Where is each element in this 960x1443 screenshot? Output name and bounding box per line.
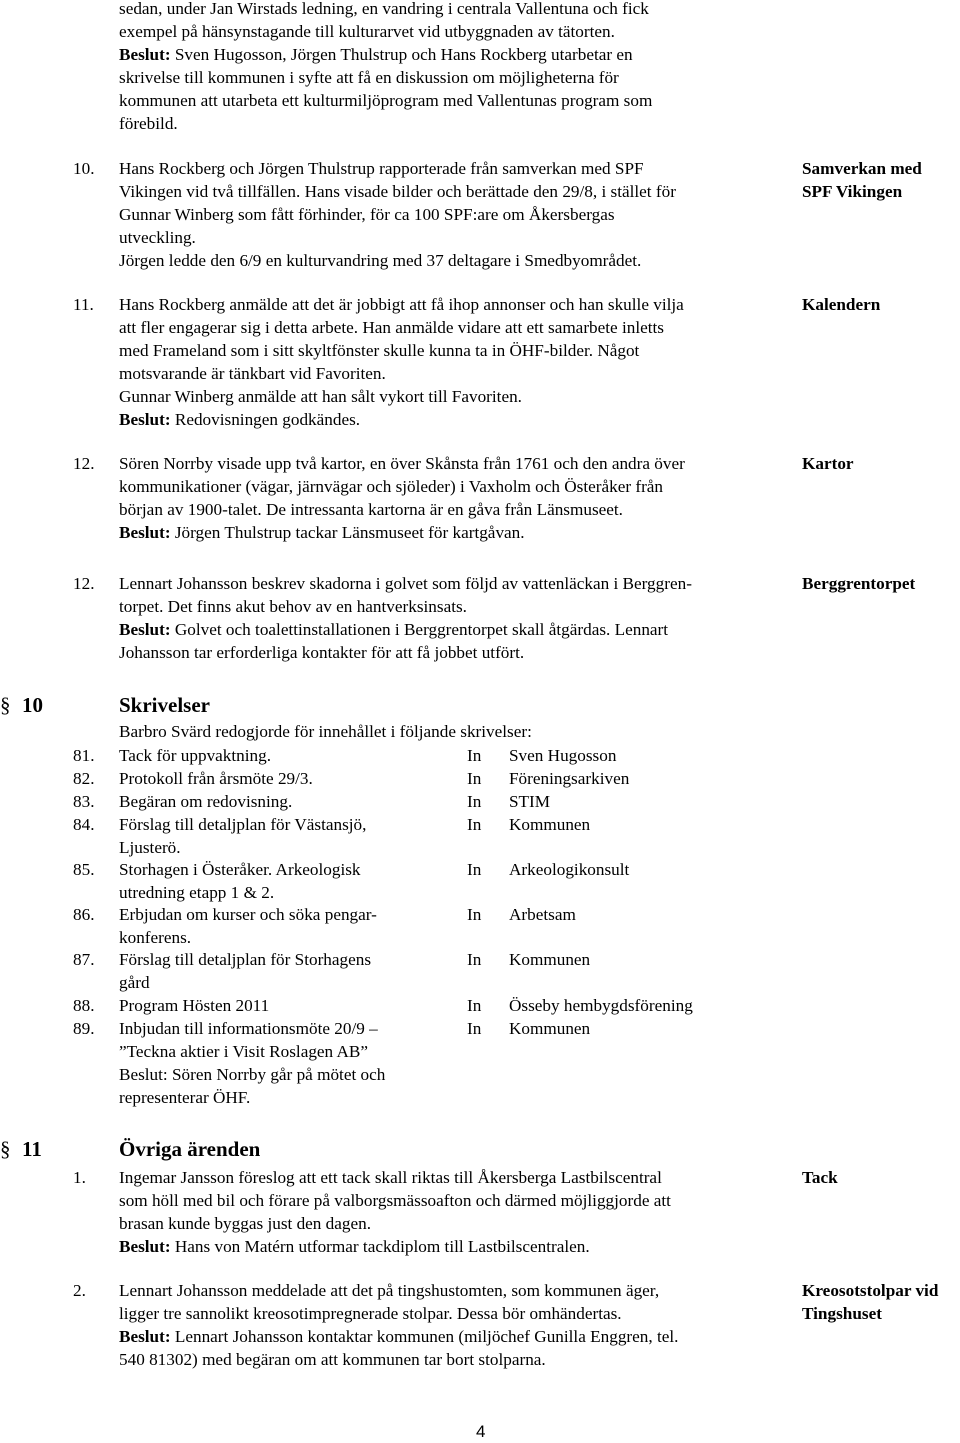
list-item-number: 89. [73,1019,95,1038]
list-item-party: Kommunen [509,1019,591,1038]
list-item-number: 86. [73,905,95,924]
list-item [0,948,960,994]
list-item-text: Erbjudan om kurser och söka pengar- konferens. [119,905,377,947]
list-item-text: Begäran om redovisning. [119,792,293,811]
beslut-label: Beslut: [119,45,171,64]
item-line: Gunnar Winberg anmälde att han sålt vykort till Favoriten. [119,387,522,406]
intro-line: exempel på hänsynstagande till kulturarvet vid utbyggnaden av tätorten. [119,22,615,41]
item-paragraph [119,1166,779,1258]
item-number: 12. [73,454,95,473]
item-line: med Frameland som i sitt skyltfönster skulle kunna ta in ÖHF-bilder. Något [119,341,640,360]
item-line: Jörgen ledde den 6/9 en kulturvandring med 37 deltagare i Smedbyområdet. [119,251,642,270]
section-number: 11 [22,1137,42,1161]
intro-line: skrivelse till kommunen i syfte att få en diskussion om möjligheterna för [119,68,619,87]
list-item-text: Förslag till detaljplan för Storhagens gård [119,950,372,992]
intro-paragraph [119,0,779,135]
list-item-direction: In [467,950,482,969]
list-item [0,858,960,904]
item-line: utveckling. [119,228,196,247]
item-number: 2. [73,1281,86,1300]
beslut-line: Beslut: Redovisningen godkändes. [119,410,361,429]
list-item-number: 87. [73,950,95,969]
item-line: Hans Rockberg och Jörgen Thulstrup rapporterade från samverkan med SPF [119,159,644,178]
page-number: 4 [476,1422,486,1441]
item-line: att fler engagerar sig i detta arbete. Han anmälde vidare att ett samarbete inletts [119,318,664,337]
item-line: Sören Norrby visade upp två kartor, en över Skånsta från 1761 och den andra över [119,454,685,473]
list-item [0,790,960,813]
margin-note: Kartor [802,454,854,473]
intro-line: kommunen att utarbeta ett kulturmiljöprogram med Vallentunas program som [119,91,653,110]
item-paragraph [119,1279,779,1371]
list-item [0,994,960,1017]
item-line: motsvarande är tänkbart vid Favoriten. [119,364,386,383]
list-item-number: 85. [73,860,95,879]
list-item-party: Sven Hugosson [509,746,617,765]
item-paragraph [119,157,779,272]
section-title: Övriga ärenden [119,1137,261,1161]
item-line: kommunikationer (vägar, järnvägar och sjöleder) i Vaxholm och Österåker från [119,477,664,496]
list-item-text: Storhagen i Österåker. Arkeologisk utredning etapp 1 & 2. [119,860,361,902]
list-item-party: Össeby hembygdsförening [509,996,693,1015]
beslut-line: Beslut: Jörgen Thulstrup tackar Länsmuseet för kartgåvan. [119,523,525,542]
section-sign-icon: § [0,1137,11,1161]
item-line: Hans Rockberg anmälde att det är jobbigt att få ihop annonser och han skulle vilja [119,295,684,314]
beslut-label: Beslut: [119,1327,171,1346]
list-item-party: Kommunen [509,950,591,969]
item-line: Vikingen vid två tillfällen. Hans visade bilder och berättade den 29/8, i stället för [119,182,676,201]
beslut-label: Beslut: [119,523,171,542]
beslut-line: Beslut: Lennart Johansson kontaktar kommunen (miljöchef Gunilla Enggren, tel. [119,1327,679,1346]
list-item-number: 88. [73,996,95,1015]
list-item-direction: In [467,905,482,924]
section-intro: Barbro Svärd redogjorde för innehållet i följande skrivelser: [119,722,532,741]
list-item [0,767,960,790]
section-heading [0,692,400,718]
margin-note: Kreosotstolpar vid Tingshuset [802,1281,939,1323]
item-number: 12. [73,574,95,593]
list-item-direction: In [467,792,482,811]
item-number: 10. [73,159,95,178]
list-item-number: 84. [73,815,95,834]
item-number: 11. [73,295,94,314]
list-item-party: Föreningsarkiven [509,769,630,788]
list-item-direction: In [467,860,482,879]
list-item-number: 83. [73,792,95,811]
beslut-label: Beslut: [119,410,171,429]
item-line: torpet. Det finns akut behov av en hantverksinsats. [119,597,467,616]
list-item [0,744,960,767]
list-item-text: Inbjudan till informationsmöte 20/9 – ”Teckna aktier i Visit Roslagen AB” Beslut: Sören Norrby går på mötet och representerar ÖHF. [119,1019,386,1107]
list-item-number: 81. [73,746,95,765]
item-line: som höll med bil och förare på valborgsmässoafton och därmed möjliggjorde att [119,1191,671,1210]
list-item [0,1017,960,1109]
intro-line: sedan, under Jan Wirstads ledning, en vandring i centrala Vallentuna och fick [119,0,649,18]
list-item-party: Arkeologikonsult [509,860,630,879]
margin-note: Tack [802,1168,838,1187]
list-item-party: Kommunen [509,815,591,834]
list-item [0,903,960,949]
intro-beslut-line: Beslut: Sven Hugosson, Jörgen Thulstrup och Hans Rockberg utarbetar en [119,45,633,64]
beslut-line: Beslut: Hans von Matérn utformar tackdiplom till Lastbilscentralen. [119,1237,590,1256]
item-paragraph [119,572,779,664]
list-item-text: Program Hösten 2011 [119,996,270,1015]
list-item [0,813,960,859]
item-line: 540 81302) med begäran om att kommunen tar bort stolparna. [119,1350,546,1369]
item-line: Lennart Johansson beskrev skadorna i golvet som följd av vattenläckan i Berggren- [119,574,692,593]
list-item-number: 82. [73,769,95,788]
item-line: Johansson tar erforderliga kontakter för att få jobbet utfört. [119,643,525,662]
list-item-direction: In [467,996,482,1015]
item-number: 1. [73,1168,86,1187]
list-item-text: Förslag till detaljplan för Västansjö, Ljusterö. [119,815,367,857]
list-item-text: Protokoll från årsmöte 29/3. [119,769,313,788]
section-sign-icon: § [0,693,11,717]
item-line: Ingemar Jansson föreslog att ett tack skall riktas till Åkersberga Lastbilscentral [119,1168,662,1187]
margin-note: Berggrentorpet [802,574,916,593]
list-item-direction: In [467,746,482,765]
item-line: brasan kunde byggas just den dagen. [119,1214,372,1233]
margin-note: Kalendern [802,295,881,314]
item-line: ligger tre sannolikt kreosotimpregnerade stolpar. Dessa bör omhändertas. [119,1304,622,1323]
section-title: Skrivelser [119,693,210,717]
list-item-text: Tack för uppvaktning. [119,746,272,765]
beslut-label: Beslut: [119,1237,171,1256]
item-paragraph [119,452,779,544]
item-line: Gunnar Winberg som fått förhinder, för ca 100 SPF:are om Åkersbergas [119,205,615,224]
item-paragraph [119,293,779,431]
item-line: Lennart Johansson meddelade att det på tingshustomten, som kommunen äger, [119,1281,660,1300]
list-item-party: Arbetsam [509,905,576,924]
item-line: början av 1900-talet. De intressanta kartorna är en gåva från Länsmuseet. [119,500,623,519]
list-item-party: STIM [509,792,551,811]
margin-note: Samverkan med SPF Vikingen [802,159,922,201]
beslut-label: Beslut: [119,620,171,639]
intro-line: förebild. [119,114,178,133]
list-item-direction: In [467,815,482,834]
beslut-line: Beslut: Golvet och toalettinstallationen i Berggrentorpet skall åtgärdas. Lennart [119,620,669,639]
section-number: 10 [22,693,43,717]
list-item-direction: In [467,1019,482,1038]
list-item-direction: In [467,769,482,788]
section-heading [0,1136,400,1162]
